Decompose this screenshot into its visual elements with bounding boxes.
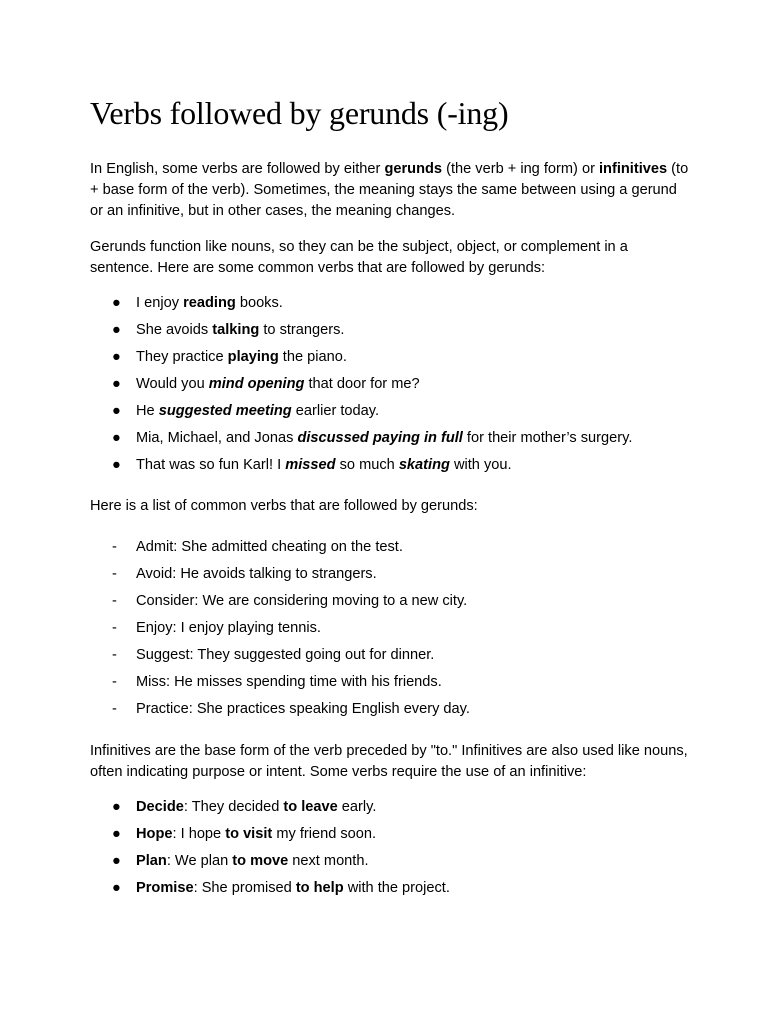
verb-list-text: Admit: She admitted cheating on the test. [136, 539, 403, 555]
example-text: : I hope [172, 826, 226, 842]
list-item [90, 672, 690, 693]
intro-text-2: (the verb + ing form) or [442, 161, 599, 177]
example-verb: missed [285, 457, 336, 473]
dash-marker: - [112, 539, 117, 555]
intro-text-1: In English, some verbs are followed by either [90, 161, 385, 177]
example-text: with the project. [343, 880, 450, 896]
example-text: the piano. [278, 349, 347, 365]
list-item [90, 320, 690, 341]
example-text: Mia, Michael, and Jonas [136, 430, 298, 446]
infinitives-paragraph: Infinitives are the base form of the verb preceded by "to." Infinitives are also used like nouns, often indicating purpose or intent. Some verbs require the use of an infinitive: [90, 743, 688, 780]
infinitive-verb: Decide [136, 799, 184, 815]
example-text: books. [235, 295, 283, 311]
list-item [90, 401, 690, 422]
infinitive-verb: Hope [136, 826, 173, 842]
list-item [90, 455, 690, 476]
list-item [90, 347, 690, 368]
example-text: with you. [449, 457, 512, 473]
verb-list-text: Consider: We are considering moving to a new city. [136, 593, 468, 609]
gerund-examples-list [90, 293, 690, 476]
page-title: Verbs followed by gerunds (-ing) [90, 95, 509, 131]
example-infinitive: to move [232, 853, 289, 869]
example-text: next month. [288, 853, 369, 869]
example-text: She avoids [136, 322, 213, 338]
bullet-marker: ● [112, 853, 121, 869]
example-gerund: reading [183, 295, 236, 311]
verb-list-text: Practice: She practices speaking English every day. [136, 701, 470, 717]
example-text: for their mother’s surgery. [462, 430, 633, 446]
dash-marker: - [112, 620, 117, 636]
list-item [90, 293, 690, 314]
term-infinitives: infinitives [599, 161, 668, 177]
bullet-marker: ● [112, 799, 121, 815]
list-item [90, 824, 690, 845]
example-text: : They decided [183, 799, 284, 815]
verb-list-text: Suggest: They suggested going out for dinner. [136, 647, 435, 663]
bullet-marker: ● [112, 457, 121, 473]
example-text: earlier today. [291, 403, 380, 419]
intro-paragraph [90, 159, 690, 222]
bullet-marker: ● [112, 295, 121, 311]
list-item [90, 564, 690, 585]
document-page [90, 92, 690, 905]
example-text: I enjoy [136, 295, 184, 311]
infinitive-verb: Plan [136, 853, 167, 869]
bullet-marker: ● [112, 826, 121, 842]
list-item [90, 618, 690, 639]
list-item [90, 428, 690, 449]
bullet-marker: ● [112, 880, 121, 896]
example-text: so much [335, 457, 399, 473]
term-gerunds: gerunds [384, 161, 443, 177]
list-item [90, 699, 690, 720]
bullet-marker: ● [112, 430, 121, 446]
example-text: That was so fun Karl! I [136, 457, 286, 473]
bullet-marker: ● [112, 322, 121, 338]
example-text: They practice [136, 349, 228, 365]
example-text: : We plan [166, 853, 233, 869]
example-gerund: mind opening [208, 376, 305, 392]
example-text: early. [337, 799, 377, 815]
example-text: : She promised [193, 880, 296, 896]
list-item [90, 374, 690, 395]
list-item [90, 591, 690, 612]
example-infinitive: to leave [283, 799, 338, 815]
example-gerund: suggested meeting [158, 403, 292, 419]
dash-marker: - [112, 566, 117, 582]
dash-marker: - [112, 674, 117, 690]
verb-list-text: Avoid: He avoids talking to strangers. [136, 566, 377, 582]
example-infinitive: to visit [225, 826, 273, 842]
intro-text-3: (to + base form of the verb). Sometimes, the meaning stays the same between using a gerund or an infinitive, but in other cases, the meaning changes. [90, 161, 689, 219]
example-gerund: skating [398, 457, 450, 473]
example-text: He [136, 403, 159, 419]
dash-marker: - [112, 647, 117, 663]
example-gerund: playing [227, 349, 279, 365]
list-item [90, 537, 690, 558]
example-gerund: talking [212, 322, 260, 338]
example-text: to strangers. [259, 322, 345, 338]
verb-list-intro: Here is a list of common verbs that are followed by gerunds: [90, 498, 478, 514]
gerund-function-paragraph: Gerunds function like nouns, so they can be the subject, object, or complement in a sentence. Here are some common verbs that are followed by gerunds: [90, 239, 628, 276]
example-text: my friend soon. [272, 826, 377, 842]
gerund-verb-list [90, 537, 690, 720]
dash-marker: - [112, 593, 117, 609]
infinitive-examples-list [90, 797, 690, 899]
dash-marker: - [112, 701, 117, 717]
list-item [90, 878, 690, 899]
verb-list-text: Enjoy: I enjoy playing tennis. [136, 620, 321, 636]
example-text: Would you [136, 376, 209, 392]
list-item [90, 645, 690, 666]
verb-list-text: Miss: He misses spending time with his friends. [136, 674, 442, 690]
list-item [90, 797, 690, 818]
example-text: that door for me? [304, 376, 420, 392]
bullet-marker: ● [112, 403, 121, 419]
example-gerund: discussed paying in full [297, 430, 463, 446]
example-infinitive: to help [295, 880, 344, 896]
bullet-marker: ● [112, 349, 121, 365]
list-item [90, 851, 690, 872]
bullet-marker: ● [112, 376, 121, 392]
infinitive-verb: Promise [136, 880, 194, 896]
